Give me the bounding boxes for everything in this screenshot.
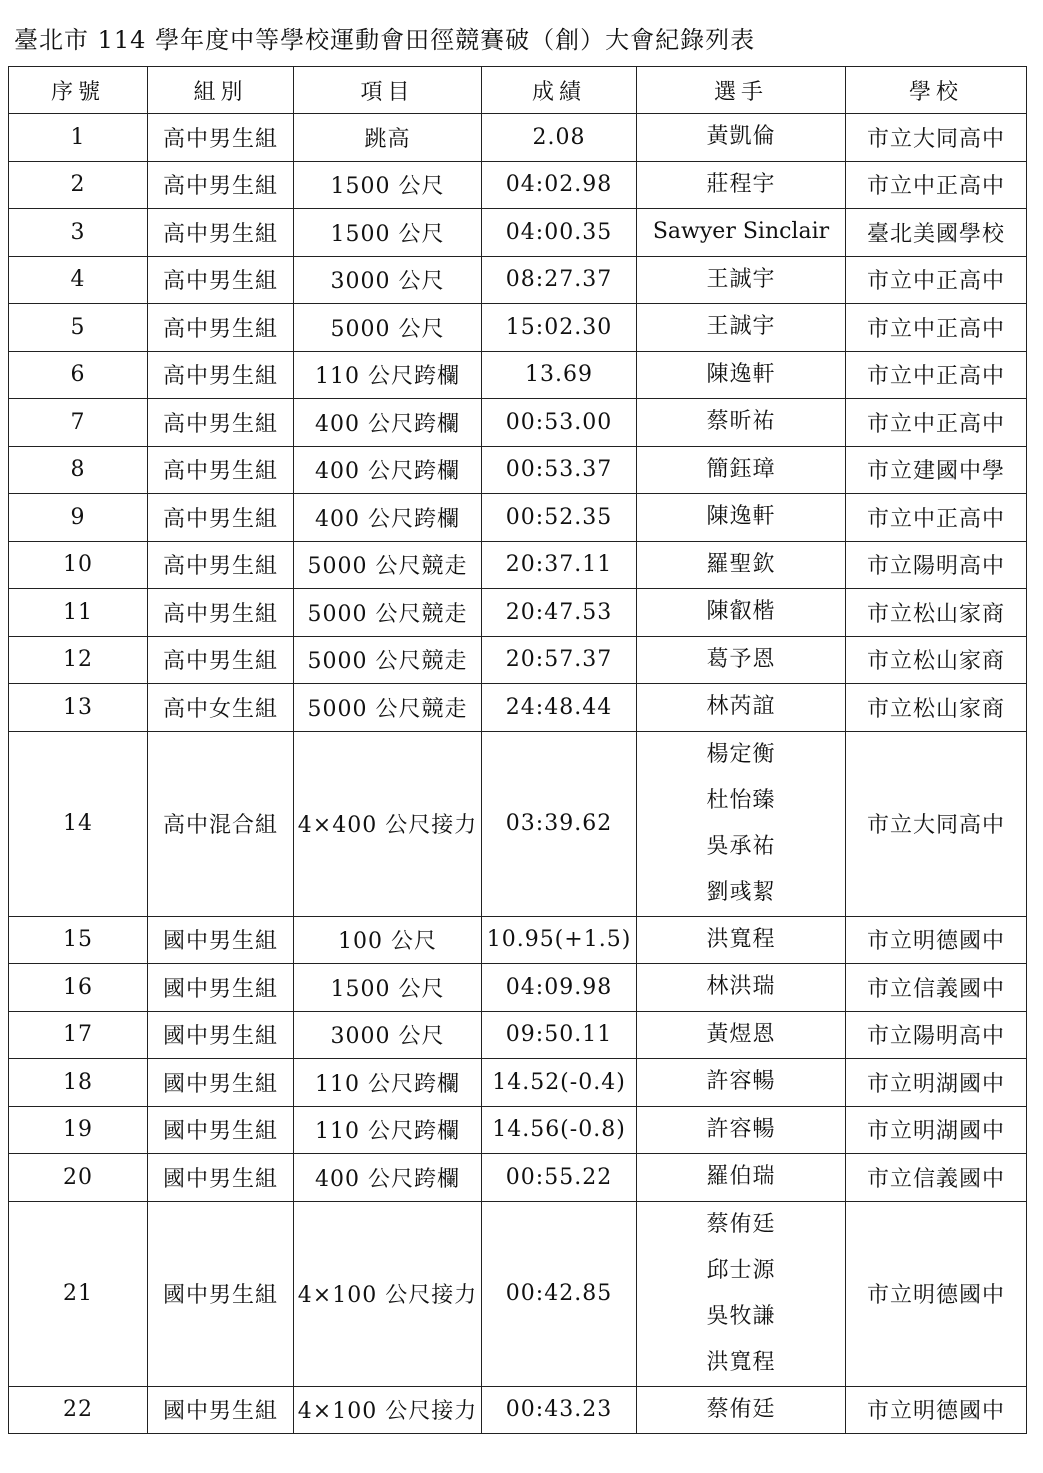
school-cell: 市立明德國中 [846, 1201, 1027, 1386]
athlete-name: 楊定衡 [706, 741, 776, 767]
athlete-name: 葛予恩 [706, 646, 776, 672]
result-cell: 00:43.23 [482, 1386, 637, 1434]
athlete-cell [637, 1011, 846, 1059]
event-cell: 400 公尺跨欄 [294, 446, 482, 494]
row-number: 14 [9, 731, 148, 916]
result-cell: 00:52.35 [482, 494, 637, 542]
result-cell: 24:48.44 [482, 684, 637, 732]
athlete-name: 簡鈺璋 [706, 456, 776, 482]
athlete-name: 羅伯瑞 [706, 1164, 776, 1189]
athlete-cell [637, 161, 846, 209]
table-row [9, 589, 1027, 637]
row-number: 12 [9, 636, 148, 684]
athlete-name: 杜怡臻 [706, 787, 776, 813]
athlete-name: 許容暢 [706, 1069, 776, 1094]
athlete-cell [637, 636, 846, 684]
group-cell: 高中男生組 [148, 494, 294, 542]
row-number: 20 [9, 1154, 148, 1202]
group-cell: 高中混合組 [148, 731, 294, 916]
athlete-cell [637, 1059, 846, 1107]
athlete-cell [637, 731, 846, 916]
group-cell: 國中男生組 [148, 916, 294, 964]
header-athlete: 選手 [637, 67, 846, 114]
group-cell: 國中男生組 [148, 1106, 294, 1154]
school-cell: 市立中正高中 [846, 494, 1027, 542]
row-number: 3 [9, 209, 148, 257]
athlete-cell [637, 684, 846, 732]
athlete-cell [637, 399, 846, 447]
school-cell: 市立中正高中 [846, 304, 1027, 352]
header-result: 成績 [482, 67, 637, 114]
event-cell: 3000 公尺 [294, 256, 482, 304]
row-number: 22 [9, 1386, 148, 1434]
athlete-name: 陳逸軒 [706, 361, 776, 387]
event-cell: 110 公尺跨欄 [294, 351, 482, 399]
athlete-name: 邱士源 [706, 1257, 776, 1283]
school-cell: 市立中正高中 [846, 161, 1027, 209]
athlete-name: 許容暢 [706, 1116, 776, 1142]
table-row [9, 1106, 1027, 1154]
table-row [9, 731, 1027, 916]
athlete-name: 蔡昕祐 [706, 409, 776, 434]
event-cell: 4×100 公尺接力 [294, 1201, 482, 1386]
athlete-cell [637, 114, 846, 162]
athlete-name: 黃煜恩 [706, 1021, 776, 1047]
page-title: 臺北市 114 學年度中等學校運動會田徑競賽破（創）大會紀錄列表 [14, 26, 756, 54]
table-row [9, 684, 1027, 732]
table-row [9, 114, 1027, 162]
athlete-name: 王誠宇 [706, 266, 776, 292]
group-cell: 高中男生組 [148, 256, 294, 304]
row-number: 5 [9, 304, 148, 352]
table-row [9, 161, 1027, 209]
athlete-name: 黃凱倫 [706, 124, 776, 149]
athlete-name: 莊程宇 [706, 171, 776, 197]
athlete-name: 王誠宇 [706, 314, 776, 339]
result-cell: 04:00.35 [482, 209, 637, 257]
athlete-cell [637, 209, 846, 257]
result-cell: 00:53.00 [482, 399, 637, 447]
table-row [9, 964, 1027, 1012]
row-number: 4 [9, 256, 148, 304]
row-number: 16 [9, 964, 148, 1012]
result-cell: 00:42.85 [482, 1201, 637, 1386]
result-cell: 20:47.53 [482, 589, 637, 637]
event-cell: 5000 公尺 [294, 304, 482, 352]
row-number: 9 [9, 494, 148, 542]
athlete-cell [637, 964, 846, 1012]
row-number: 1 [9, 114, 148, 162]
result-cell: 04:09.98 [482, 964, 637, 1012]
result-cell: 2.08 [482, 114, 637, 162]
table-row [9, 1059, 1027, 1107]
athlete-name: 吳牧謙 [706, 1303, 776, 1329]
school-cell: 市立中正高中 [846, 399, 1027, 447]
header-row [9, 67, 1027, 114]
row-number: 6 [9, 351, 148, 399]
group-cell: 國中男生組 [148, 1386, 294, 1434]
group-cell: 高中女生組 [148, 684, 294, 732]
group-cell: 高中男生組 [148, 399, 294, 447]
athlete-name: 劉彧絜 [706, 879, 776, 905]
athlete-cell [637, 1201, 846, 1386]
result-cell: 13.69 [482, 351, 637, 399]
header-event: 項目 [294, 67, 482, 114]
event-cell: 1500 公尺 [294, 964, 482, 1012]
event-cell: 5000 公尺競走 [294, 589, 482, 637]
group-cell: 高中男生組 [148, 541, 294, 589]
table-row [9, 1011, 1027, 1059]
records-table [8, 66, 1027, 1434]
school-cell: 市立松山家商 [846, 589, 1027, 637]
header-school: 學校 [846, 67, 1027, 114]
school-cell: 市立信義國中 [846, 964, 1027, 1012]
athlete-name: 陳叡楷 [706, 599, 776, 624]
event-cell: 4×400 公尺接力 [294, 731, 482, 916]
row-number: 11 [9, 589, 148, 637]
school-cell: 市立陽明高中 [846, 1011, 1027, 1059]
athlete-cell [637, 916, 846, 964]
school-cell: 市立明湖國中 [846, 1059, 1027, 1107]
school-cell: 市立陽明高中 [846, 541, 1027, 589]
event-cell: 100 公尺 [294, 916, 482, 964]
school-cell: 市立建國中學 [846, 446, 1027, 494]
table-row [9, 351, 1027, 399]
table-row [9, 304, 1027, 352]
athlete-cell [637, 589, 846, 637]
row-number: 8 [9, 446, 148, 494]
row-number: 2 [9, 161, 148, 209]
athlete-cell [637, 256, 846, 304]
athlete-cell [637, 1106, 846, 1154]
group-cell: 高中男生組 [148, 636, 294, 684]
table-row [9, 1386, 1027, 1434]
table-row [9, 1201, 1027, 1386]
row-number: 18 [9, 1059, 148, 1107]
event-cell: 3000 公尺 [294, 1011, 482, 1059]
event-cell: 1500 公尺 [294, 209, 482, 257]
athlete-name: Sawyer Sinclair [652, 219, 830, 244]
athlete-cell [637, 304, 846, 352]
event-cell: 跳高 [294, 114, 482, 162]
result-cell: 08:27.37 [482, 256, 637, 304]
event-cell: 1500 公尺 [294, 161, 482, 209]
table-body [9, 114, 1027, 1434]
group-cell: 高中男生組 [148, 209, 294, 257]
row-number: 15 [9, 916, 148, 964]
result-cell: 04:02.98 [482, 161, 637, 209]
event-cell: 400 公尺跨欄 [294, 1154, 482, 1202]
row-number: 19 [9, 1106, 148, 1154]
group-cell: 高中男生組 [148, 351, 294, 399]
group-cell: 國中男生組 [148, 964, 294, 1012]
group-cell: 高中男生組 [148, 161, 294, 209]
result-cell: 00:55.22 [482, 1154, 637, 1202]
event-cell: 5000 公尺競走 [294, 636, 482, 684]
group-cell: 高中男生組 [148, 304, 294, 352]
event-cell: 110 公尺跨欄 [294, 1106, 482, 1154]
result-cell: 14.52(-0.4) [482, 1059, 637, 1107]
school-cell: 市立明德國中 [846, 916, 1027, 964]
athlete-name: 林芮誼 [706, 694, 776, 719]
table-row [9, 209, 1027, 257]
school-cell: 市立明湖國中 [846, 1106, 1027, 1154]
row-number: 13 [9, 684, 148, 732]
athlete-cell [637, 494, 846, 542]
table-row [9, 494, 1027, 542]
result-cell: 15:02.30 [482, 304, 637, 352]
athlete-name: 洪寬程 [706, 926, 776, 952]
athlete-name: 吳承祐 [706, 833, 776, 859]
school-cell: 市立信義國中 [846, 1154, 1027, 1202]
event-cell: 5000 公尺競走 [294, 684, 482, 732]
athlete-name: 羅聖欽 [706, 551, 776, 577]
event-cell: 5000 公尺競走 [294, 541, 482, 589]
athlete-cell [637, 351, 846, 399]
row-number: 21 [9, 1201, 148, 1386]
header-no: 序號 [9, 67, 148, 114]
event-cell: 400 公尺跨欄 [294, 399, 482, 447]
athlete-cell [637, 1154, 846, 1202]
table-row [9, 1154, 1027, 1202]
school-cell: 臺北美國學校 [846, 209, 1027, 257]
result-cell: 14.56(-0.8) [482, 1106, 637, 1154]
result-cell: 00:53.37 [482, 446, 637, 494]
result-cell: 09:50.11 [482, 1011, 637, 1059]
school-cell: 市立松山家商 [846, 636, 1027, 684]
event-cell: 110 公尺跨欄 [294, 1059, 482, 1107]
athlete-name: 蔡侑廷 [706, 1396, 776, 1422]
result-cell: 20:57.37 [482, 636, 637, 684]
athlete-name: 洪寬程 [706, 1349, 776, 1375]
table-row [9, 399, 1027, 447]
table-row [9, 636, 1027, 684]
group-cell: 國中男生組 [148, 1154, 294, 1202]
event-cell: 4×100 公尺接力 [294, 1386, 482, 1434]
row-number: 10 [9, 541, 148, 589]
school-cell: 市立大同高中 [846, 731, 1027, 916]
athlete-name: 蔡侑廷 [706, 1211, 776, 1237]
group-cell: 高中男生組 [148, 114, 294, 162]
table-row [9, 446, 1027, 494]
result-cell: 03:39.62 [482, 731, 637, 916]
athlete-name: 林洪瑞 [706, 974, 776, 999]
group-cell: 高中男生組 [148, 446, 294, 494]
school-cell: 市立松山家商 [846, 684, 1027, 732]
result-cell: 20:37.11 [482, 541, 637, 589]
table-row [9, 541, 1027, 589]
athlete-cell [637, 446, 846, 494]
event-cell: 400 公尺跨欄 [294, 494, 482, 542]
athlete-cell [637, 541, 846, 589]
group-cell: 高中男生組 [148, 589, 294, 637]
group-cell: 國中男生組 [148, 1201, 294, 1386]
athlete-cell [637, 1386, 846, 1434]
group-cell: 國中男生組 [148, 1011, 294, 1059]
school-cell: 市立大同高中 [846, 114, 1027, 162]
table-row [9, 256, 1027, 304]
athlete-name: 陳逸軒 [706, 504, 776, 529]
row-number: 17 [9, 1011, 148, 1059]
row-number: 7 [9, 399, 148, 447]
table-row [9, 916, 1027, 964]
header-group: 組別 [148, 67, 294, 114]
school-cell: 市立中正高中 [846, 351, 1027, 399]
group-cell: 國中男生組 [148, 1059, 294, 1107]
school-cell: 市立中正高中 [846, 256, 1027, 304]
school-cell: 市立明德國中 [846, 1386, 1027, 1434]
result-cell: 10.95(+1.5) [482, 916, 637, 964]
